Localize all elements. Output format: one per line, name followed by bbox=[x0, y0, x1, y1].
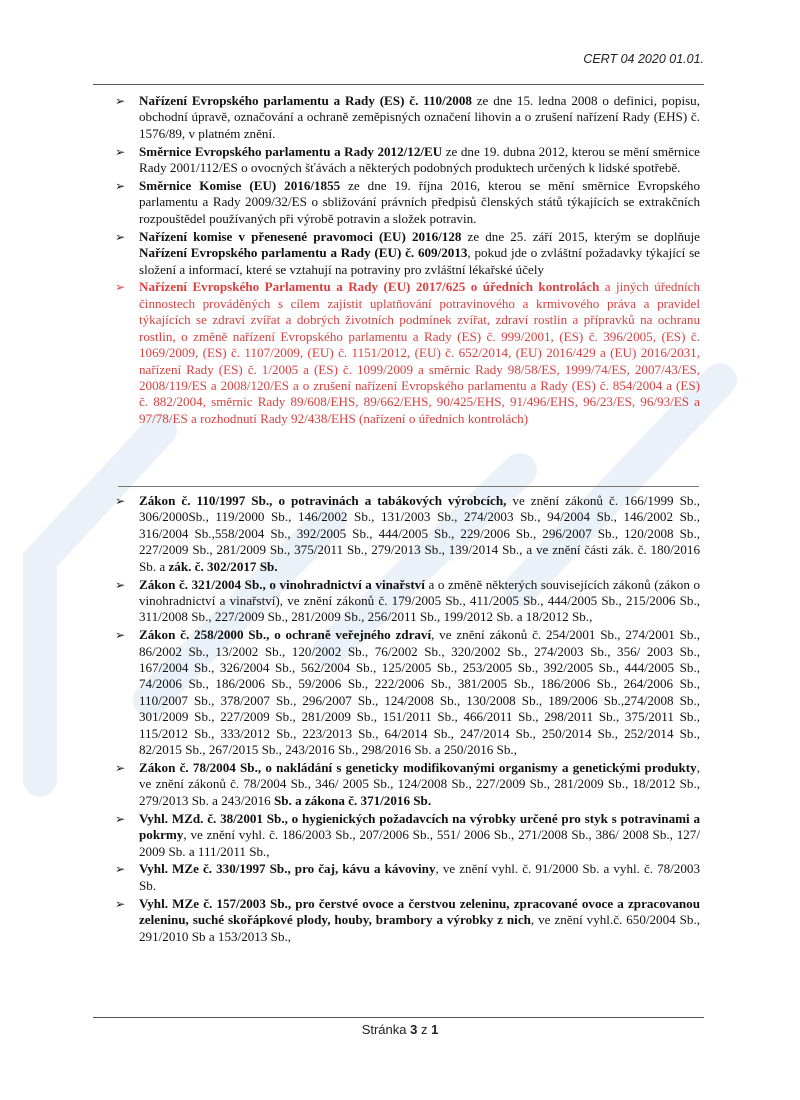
page-number bbox=[0, 1022, 800, 1037]
list-item bbox=[115, 144, 700, 177]
list-item bbox=[115, 896, 700, 945]
item-text: ze dne 19. října 2016, kterou se mění směrnice Evropského parlamentu a Rady 2009/32/ES o sbližování právních předpisů členských států týkajících se extrakčních rozpouštědel používaných při výrobě potravin a složek potravin. bbox=[139, 178, 700, 226]
arrow-bullet-icon: ➢ bbox=[115, 179, 126, 194]
item-title: Nařízení komise v přenesené pravomoci (EU) 2016/128 bbox=[139, 228, 462, 244]
item-text: a o změně některých souvisejících zákonů (zákon o vinohradnictví a vinařství), ve znění zákonů č. 179/2005 Sb., 411/2005 Sb., 444/2005 Sb., 215/2006 Sb., 311/2008 Sb., 227/2009 Sb., 281/2009 Sb., 256/2011 Sb., 199/2012 Sb. a 18/2012 Sb., bbox=[139, 576, 700, 625]
item-title: Vyhl. MZe č. 330/1997 Sb., pro čaj, kávu a kávoviny bbox=[139, 861, 436, 877]
list-item bbox=[115, 861, 700, 894]
item-title: Směrnice Komise (EU) 2016/1855 bbox=[139, 178, 341, 194]
item-text: ze dne 15. ledna 2008 o definici, popisu, obchodní úpravě, označování a ochraně zeměpisných označení lihovin a o zrušení nařízení Rady (EHS) č. 1576/89, v platném znění. bbox=[139, 93, 700, 141]
item-text: , ve znění vyhl. č. 186/2003 Sb., 207/2006 Sb., 551/ 2006 Sb., 271/2008 Sb., 386/ 2008 Sb., 127/ 2009 Sb. a 111/2011 Sb., bbox=[139, 827, 700, 859]
list-item bbox=[115, 229, 700, 278]
arrow-bullet-icon: ➢ bbox=[115, 862, 126, 877]
page-label: Stránka bbox=[361, 1022, 411, 1037]
item-title: Zákon č. 110/1997 Sb., o potravinách a tabákových výrobcích, bbox=[139, 493, 507, 508]
arrow-bullet-icon: ➢ bbox=[115, 761, 126, 775]
arrow-bullet-icon: ➢ bbox=[115, 94, 126, 108]
regulations-list bbox=[115, 93, 700, 429]
list-item bbox=[115, 493, 700, 575]
list-item bbox=[115, 577, 700, 626]
item-text: ze dne 19. dubna 2012, kterou se mění směrnice Rady 2001/112/ES o ovocných šťávách a některých podobných produktech určených k lidské spotřebě. bbox=[139, 143, 700, 176]
arrow-bullet-icon: ➢ bbox=[115, 896, 126, 911]
item-title: Směrnice Evropského parlamentu a Rady 2012/12/EU bbox=[139, 143, 443, 159]
item-text: ze dne 25. září 2015, kterým se doplňuje bbox=[461, 228, 700, 244]
total-pages: 1 bbox=[431, 1022, 439, 1037]
arrow-bullet-icon: ➢ bbox=[115, 811, 126, 826]
arrow-bullet-icon: ➢ bbox=[115, 577, 126, 592]
document-code: CERT 04 2020 01.01. bbox=[583, 52, 704, 66]
item-title-secondary: Nařízení Evropského parlamentu a Rady (EU) č. 609/2013 bbox=[139, 245, 468, 261]
item-text: , ve znění vyhl. č. 91/2000 Sb. a vyhl. č. 78/2003 Sb. bbox=[139, 861, 700, 893]
list-item bbox=[115, 93, 700, 142]
item-text: , ve znění zákonů č. 254/2001 Sb., 274/2001 Sb., 86/2002 Sb., 13/2002 Sb., 120/2002 Sb., 76/2002 Sb., 320/2002 Sb., 274/2003 Sb., 356/ 2003 Sb., 167/2004 Sb., 326/2004 Sb., 562/2004 Sb., 125/2005 Sb., 253/2005 Sb., 392/2005 Sb., 444/2005 Sb., 74/2006 Sb., 186/2006 Sb., 59/2006 Sb., 222/2006 Sb., 381/2005 Sb., 186/2006 Sb., 264/2006 Sb., 110/2007 Sb., 378/2007 Sb., 296/2007 Sb., 124/2008 Sb., 130/2008 Sb., 189/2006 Sb.,274/2008 Sb., 301/2009 Sb., 227/2009 Sb., 281/2009 Sb., 151/2011 Sb., 466/2011 Sb., 298/2011 Sb., 375/2011 Sb., 115/2012 Sb., 333/2012 Sb., 223/2013 Sb., 64/2014 Sb., 247/2014 Sb., 250/2014 Sb., 252/2014 Sb., 82/2015 Sb., 267/2015 Sb., 243/2016 Sb., 298/2016 Sb. a 250/2016 Sb., bbox=[139, 627, 700, 758]
laws-list bbox=[115, 493, 700, 946]
page-separator: z bbox=[417, 1022, 432, 1037]
current-page: 3 bbox=[410, 1022, 418, 1037]
arrow-bullet-icon: ➢ bbox=[115, 628, 126, 643]
arrow-bullet-icon: ➢ bbox=[115, 280, 126, 295]
arrow-bullet-icon: ➢ bbox=[115, 144, 126, 159]
list-item bbox=[115, 760, 700, 809]
item-title-secondary: Sb. a zákona č. 371/2016 Sb. bbox=[273, 792, 432, 808]
item-text: a jiných úředních činnostech prováděných s cílem zajistit uplatňování potravinového a krmivového práva a pravidel týkajících se zdraví zvířat a dobrých životních podmínek zvířat, zdraví rostlin a přípravků na ochranu rostlin, o změně nařízení Evropského parlamentu a Rady (ES) č. 999/2001, (ES) č. 396/2005, (ES) č. 1069/2009, (ES) č. 1107/2009, (EU) č. 1151/2012, (EU) č. 652/2014, (EU) 2016/429 a (EU) 2016/2031, nařízení Rady (ES) č. 1/2005 a (ES) č. 1099/2009 a směrnic Rady 98/58/ES, 1999/74/ES, 2007/43/ES, 2008/119/ES a 2008/120/ES a o zrušení nařízení Evropského parlamentu a Rady (ES) č. 854/2004 a (ES) č. 882/2004, směrnic Rady 89/608/EHS, 89/662/EHS, 90/425/EHS, 91/496/EHS, 96/23/ES, 96/93/ES a 97/78/ES a rozhodnutí Rady 92/438/EHS (nařízení o úředních kontrolách) bbox=[139, 279, 701, 426]
item-title: Zákon č. 321/2004 Sb., o vinohradnictví a vinařství bbox=[139, 576, 425, 592]
list-item bbox=[115, 811, 700, 860]
item-title: Zákon č. 258/2000 Sb., o ochraně veřejného zdraví bbox=[139, 627, 432, 643]
item-text: , ve znění vyhl.č. 650/2004 Sb., 291/2010 Sb a 153/2013 Sb., bbox=[139, 912, 700, 944]
item-text-secondary: , pokud jde o zvláštní požadavky týkající se složení a informací, které se vztahují na potraviny pro zvláštní lékařské účely bbox=[139, 245, 700, 277]
footer-divider bbox=[93, 1017, 704, 1018]
item-title-secondary: zák. č. 302/2017 Sb. bbox=[168, 558, 278, 574]
arrow-bullet-icon: ➢ bbox=[115, 229, 126, 244]
item-text: ve znění zákonů č. 166/1999 Sb., 306/2000Sb., 119/2000 Sb., 146/2002 Sb., 131/2003 Sb., 274/2003 Sb., 94/2004 Sb., 146/2002 Sb., 316/2004 Sb.,558/2004 Sb., 392/2005 Sb., 444/2005 Sb., 229/2006 Sb., 296/2007 Sb., 120/2008 Sb., 227/2009 Sb., 281/2009 Sb., 375/2011 Sb., 279/2013 Sb., 139/2014 Sb., a ve znění části zák. č. 180/2016 Sb. a bbox=[139, 493, 700, 574]
item-title: Nařízení Evropského Parlamentu a Rady (EU) 2017/625 o úředních kontrolách bbox=[139, 279, 600, 295]
item-title: Nařízení Evropského parlamentu a Rady (ES) č. 110/2008 bbox=[139, 93, 472, 108]
item-title: Vyhl. MZd. č. 38/2001 Sb., o hygienických požadavcích na výrobky určené pro styk s potravinami a pokrmy bbox=[139, 810, 700, 843]
header-divider bbox=[93, 84, 704, 85]
item-text: , ve znění zákonů č. 78/2004 Sb., 346/ 2005 Sb., 124/2008 Sb., 227/2009 Sb., 281/2009 Sb., 18/2012 Sb., 279/2013 Sb. a 243/2016 bbox=[139, 760, 700, 808]
list-item bbox=[115, 178, 700, 227]
item-title: Vyhl. MZe č. 157/2003 Sb., pro čerstvé ovoce a čerstvou zeleninu, zpracované ovoce a zpracovanou zeleninu, suché skořápkové plody, houby, brambory a výrobky z nich bbox=[139, 895, 700, 928]
item-title: Zákon č. 78/2004 Sb., o nakládání s geneticky modifikovanými organismy a genetickými produkty bbox=[139, 760, 697, 775]
list-item bbox=[115, 627, 700, 758]
section-divider bbox=[118, 486, 699, 487]
arrow-bullet-icon: ➢ bbox=[115, 494, 126, 508]
list-item-highlighted bbox=[115, 279, 700, 427]
